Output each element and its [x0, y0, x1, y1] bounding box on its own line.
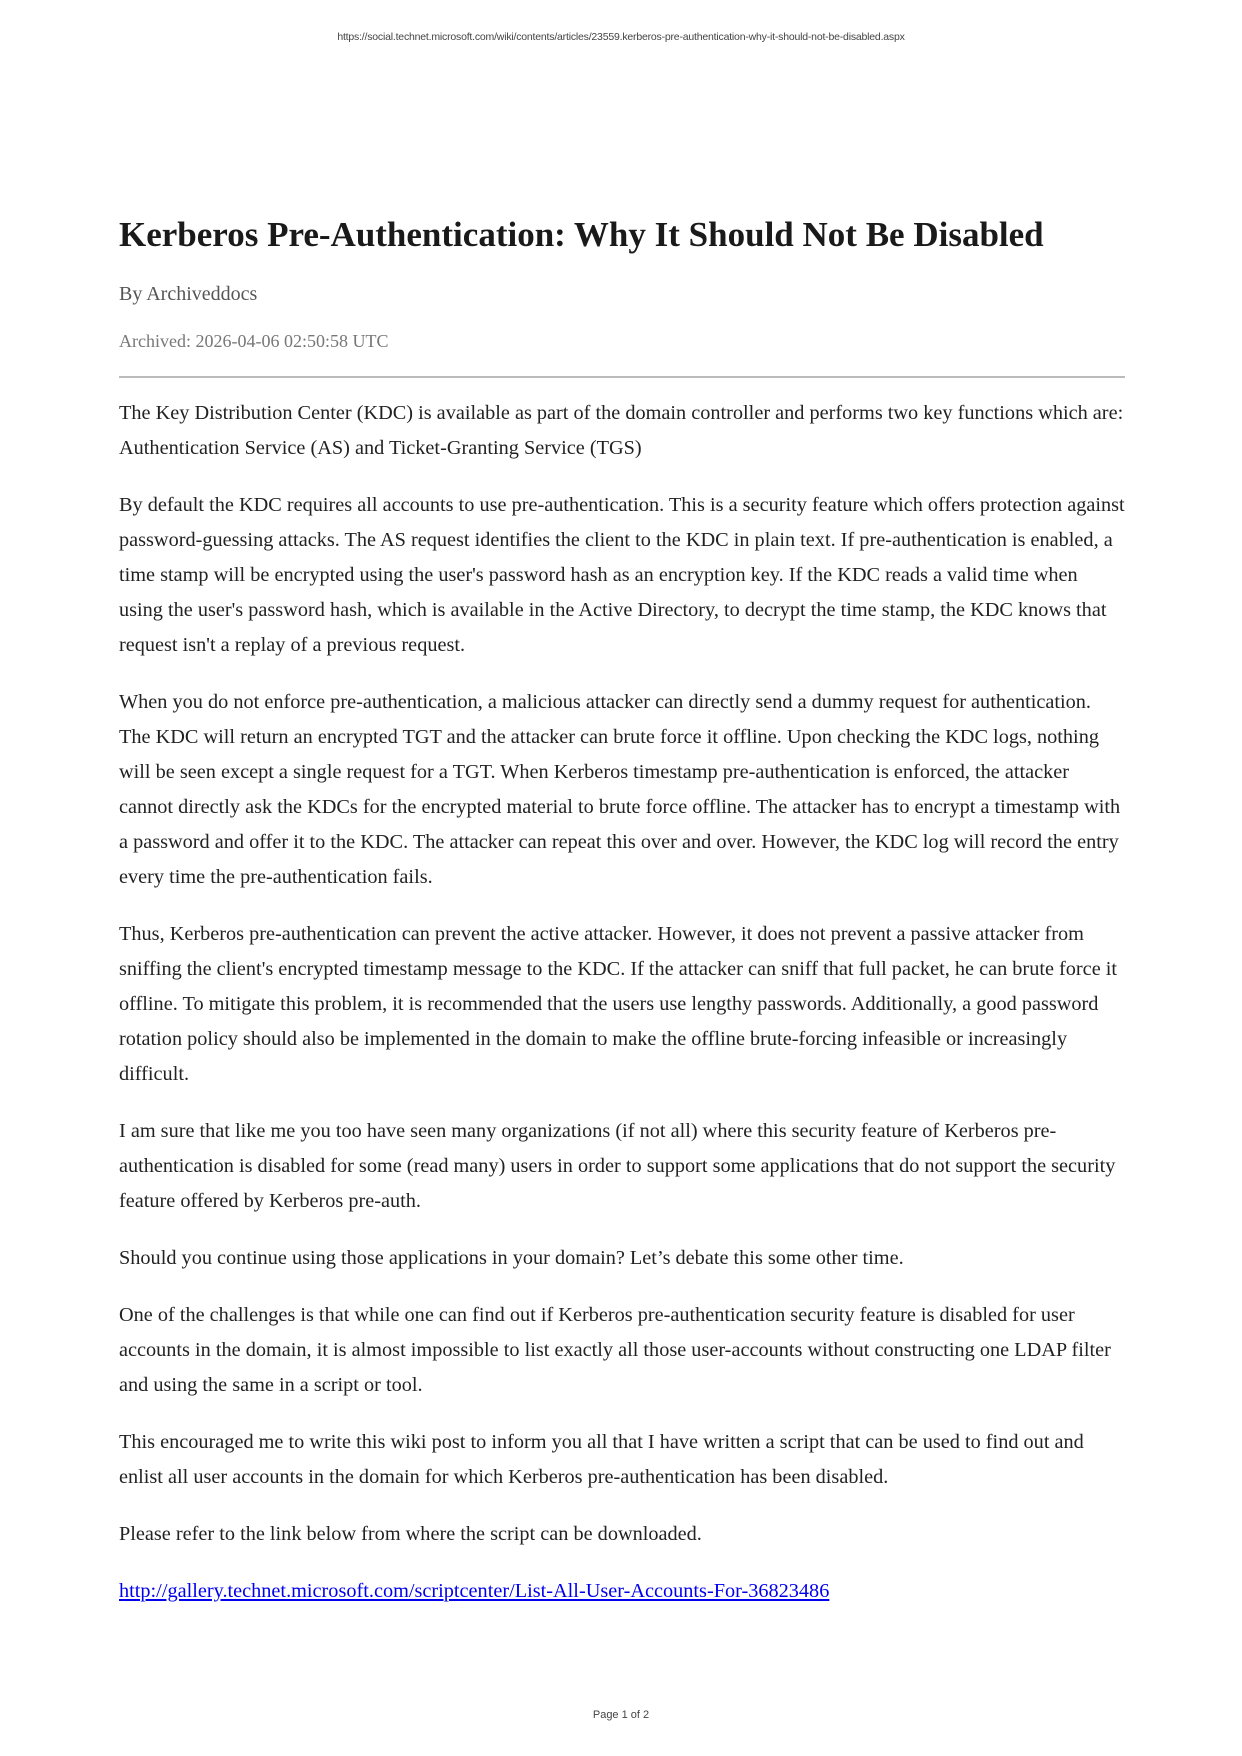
article	[119, 212, 1125, 1631]
paragraph: Thus, Kerberos pre-authentication can prevent the active attacker. However, it does not prevent a passive attacker from sniffing the client's encrypted timestamp message to the KDC. If the attacker can sniff that full packet, he can brute force it offline. To mitigate this problem, it is recommended that the users use lengthy passwords. Additionally, a good password rotation policy should also be implemented in the domain to make the offline brute-forcing infeasible or increasingly difficult.	[119, 923, 1118, 1085]
page-title: Kerberos Pre-Authentication: Why It Should Not Be Disabled	[119, 215, 1044, 254]
source-url: https://social.technet.microsoft.com/wiki/contents/articles/23559.kerberos-pre-authentication-why-it-should-not-be-disabled.aspx	[337, 31, 905, 43]
paragraph: The Key Distribution Center (KDC) is available as part of the domain controller and performs two key functions which are: Authentication Service (AS) and Ticket-Granting Service (TGS)	[119, 402, 1124, 459]
divider	[119, 376, 1125, 378]
paragraph: By default the KDC requires all accounts to use pre-authentication. This is a security feature which offers protection against password-guessing attacks. The AS request identifies the client to the KDC in plain text. If pre-authentication is enabled, a time stamp will be encrypted using the user's password hash as an encryption key. If the KDC reads a valid time when using the user's password hash, which is available in the Active Directory, to decrypt the time stamp, the KDC knows that request isn't a replay of a previous request.	[119, 494, 1125, 656]
archived-timestamp: Archived: 2026-04-06 02:50:58 UTC	[119, 331, 389, 351]
paragraph: When you do not enforce pre-authentication, a malicious attacker can directly send a dummy request for authentication. The KDC will return an encrypted TGT and the attacker can brute force it offline. Upon checking the KDC logs, nothing will be seen except a single request for a TGT. When Kerberos timestamp pre-authentication is enforced, the attacker cannot directly ask the KDCs for the encrypted material to brute force offline. The attacker has to encrypt a timestamp with a password and offer it to the KDC. The attacker can repeat this over and over. However, the KDC log will record the entry every time the pre-authentication fails.	[119, 691, 1121, 888]
byline: By Archiveddocs	[119, 283, 258, 305]
paragraph: One of the challenges is that while one can find out if Kerberos pre-authentication security feature is disabled for user accounts in the domain, it is almost impossible to list exactly all those user-accounts without constructing one LDAP filter and using the same in a script or tool.	[119, 1304, 1111, 1396]
paragraph: Should you continue using those applications in your domain? Let’s debate this some other time.	[119, 1247, 904, 1269]
link-paragraph	[119, 1574, 1125, 1609]
page-number: Page 1 of 2	[592, 1709, 650, 1721]
script-download-link[interactable]: http://gallery.technet.microsoft.com/scriptcenter/List-All-User-Accounts-For-36823486	[119, 1580, 830, 1602]
paragraph: This encouraged me to write this wiki post to inform you all that I have written a script that can be used to find out and enlist all user accounts in the domain for which Kerberos pre-authentication has been disabled.	[119, 1431, 1084, 1488]
paragraph: Please refer to the link below from where the script can be downloaded.	[119, 1523, 702, 1545]
paragraph: I am sure that like me you too have seen many organizations (if not all) where this security feature of Kerberos pre-authentication is disabled for some (read many) users in order to support some applications that do not support the security feature offered by Kerberos pre-auth.	[119, 1120, 1116, 1212]
